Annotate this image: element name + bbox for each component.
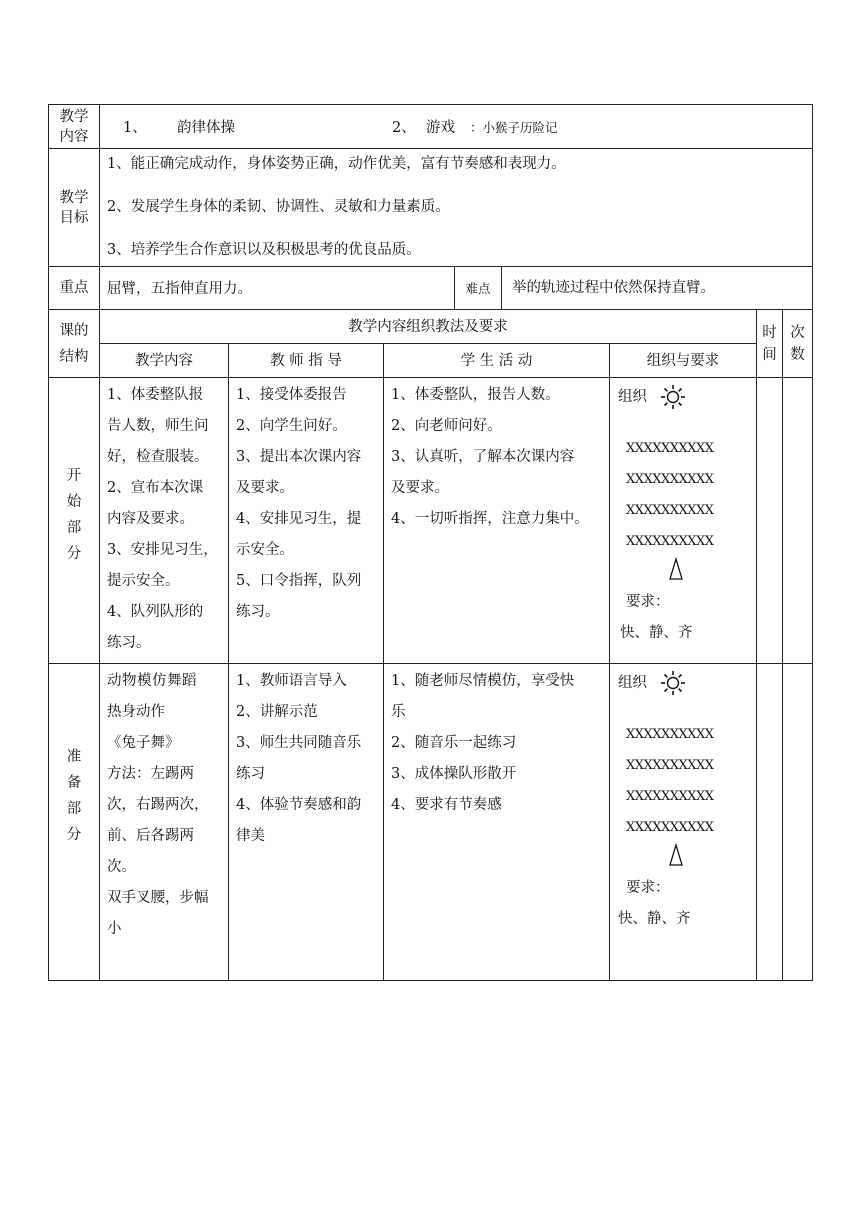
formation-row: XXXXXXXXXX [626, 789, 714, 804]
time-header-text: 时间 [762, 324, 777, 363]
start-student-line: 4、一切听指挥，注意力集中。 [391, 511, 589, 527]
prep-req-text: 快、静、齐 [618, 911, 691, 927]
topic-2-text: 游戏 [426, 119, 455, 136]
section-start-student [384, 378, 610, 664]
section-start-time [757, 378, 783, 664]
prep-teacher-line: 4、体验节奏感和韵 [236, 797, 362, 813]
prep-content-line: 次，右踢两次， [107, 797, 209, 813]
triangle-icon [668, 843, 684, 867]
section-prep-student [384, 664, 610, 981]
prep-student-line: 3、成体操队形散开 [391, 766, 517, 782]
col-teacher-header: 教 师 指 导 [229, 344, 384, 378]
prep-content-line: 热身动作 [107, 704, 165, 720]
section-start-label: 开 始 部 分 [49, 378, 100, 664]
start-content-line: 提示安全。 [107, 573, 180, 589]
header-row-1 [49, 310, 813, 344]
structure-label-text: 课的结构 [59, 322, 89, 365]
prep-content-line: 小 [107, 921, 122, 937]
section-prep-teacher [229, 664, 384, 981]
prep-content-line: 双手叉腰，步幅 [107, 890, 209, 906]
section-prep-label: 准 备 部 分 [49, 664, 100, 981]
section-start-org [610, 378, 757, 664]
start-teacher-line: 2、向学生问好。 [236, 418, 347, 434]
topic-2-subtitle: ：小猴子历险记 [470, 119, 558, 135]
start-content-line: 告人数，师生问 [107, 418, 209, 434]
start-student-line: 及要求。 [391, 480, 449, 496]
topic-1-number: 1、 [123, 119, 147, 136]
section-prep-row [49, 664, 813, 981]
content-row [49, 105, 813, 149]
difficulty-text: 举的轨迹过程中依然保持直臂。 [512, 279, 715, 296]
start-req-text: 快、静、齐 [620, 625, 693, 641]
difficulty-label: 难点 [455, 267, 502, 309]
formation-row: XXXXXXXXXX [626, 534, 714, 549]
section-start-count [783, 378, 813, 664]
key-text: 屈臂，五指伸直用力。 [100, 267, 455, 310]
prep-student-line: 4、要求有节奏感 [391, 797, 502, 813]
count-header [783, 310, 813, 378]
start-student-line: 1、体委整队，报告人数。 [391, 387, 560, 403]
goals-label-text: 教学目标 [59, 189, 89, 226]
lesson-plan-table [48, 104, 813, 981]
prep-org-label: 组织 [618, 675, 647, 691]
col-org-header: 组织与要求 [610, 344, 757, 378]
prep-req-label: 要求： [626, 880, 670, 896]
count-header-text: 次数 [790, 324, 805, 363]
prep-teacher-line: 1、教师语言导入 [236, 673, 347, 689]
key-label: 重点 [49, 267, 100, 310]
key-row [49, 267, 813, 310]
prep-teacher-line: 3、师生共同随音乐 [236, 735, 362, 751]
start-req-label: 要求： [626, 594, 670, 610]
formation-row: XXXXXXXXXX [626, 441, 714, 456]
prep-teacher-line: 律美 [236, 828, 265, 844]
content-topics [100, 105, 813, 149]
content-label [49, 105, 100, 149]
prep-student-line: 1、随老师尽情模仿，享受快 [391, 673, 575, 689]
time-header [757, 310, 783, 378]
start-teacher-line: 4、安排见习生，提 [236, 511, 362, 527]
start-teacher-line: 5、口令指挥，队列 [236, 573, 362, 589]
formation-row: XXXXXXXXXX [626, 503, 714, 518]
goals-list [100, 149, 813, 267]
header-row-2 [49, 344, 813, 378]
org-title: 教学内容组织教法及要求 [100, 310, 757, 344]
start-student-line: 3、认真听，了解本次课内容 [391, 449, 575, 465]
content-label-text: 教学内容 [59, 108, 89, 145]
start-teacher-line: 练习。 [236, 604, 280, 620]
section-prep-content [100, 664, 229, 981]
goals-row [49, 149, 813, 267]
difficulty-cell [455, 267, 813, 310]
start-teacher-line: 3、提出本次课内容 [236, 449, 362, 465]
goal-3: 3、培养学生合作意识以及积极思考的优良品质。 [107, 242, 421, 258]
formation-row: XXXXXXXXXX [626, 727, 714, 742]
prep-student-line: 乐 [391, 704, 406, 720]
goal-2: 2、发展学生身体的柔韧、协调性、灵敏和力量素质。 [107, 199, 450, 215]
section-start-content [100, 378, 229, 664]
start-content-line: 3、安排见习生， [107, 542, 218, 558]
section-prep-time [757, 664, 783, 981]
prep-content-line: 次。 [107, 859, 136, 875]
col-student-header: 学 生 活 动 [384, 344, 610, 378]
start-content-line: 2、宣布本次课 [107, 480, 204, 496]
structure-label [49, 310, 100, 378]
start-content-line: 好，检查服装。 [107, 449, 209, 465]
sun-icon [660, 384, 686, 410]
triangle-icon [668, 557, 684, 581]
sun-icon [660, 670, 686, 696]
start-content-line: 1、体委整队报 [107, 387, 204, 403]
start-teacher-line: 及要求。 [236, 480, 294, 496]
section-start-teacher [229, 378, 384, 664]
section-start-row [49, 378, 813, 664]
prep-content-line: 前、后各踢两 [107, 828, 194, 844]
prep-content-line: 《兔子舞》 [107, 735, 180, 751]
start-content-line: 练习。 [107, 635, 151, 651]
prep-teacher-line: 2、讲解示范 [236, 704, 318, 720]
prep-content-line: 动物模仿舞蹈 [107, 673, 197, 689]
prep-teacher-line: 练习 [236, 766, 265, 782]
prep-content-line: 方法：左踢两 [107, 766, 194, 782]
formation-row: XXXXXXXXXX [626, 820, 714, 835]
start-content-line: 4、队列队形的 [107, 604, 204, 620]
goal-1: 1、能正确完成动作，身体姿势正确，动作优美，富有节奏感和表现力。 [107, 156, 566, 172]
section-prep-count [783, 664, 813, 981]
start-student-line: 2、向老师问好。 [391, 418, 502, 434]
goals-label [49, 149, 100, 267]
formation-row: XXXXXXXXXX [626, 758, 714, 773]
start-teacher-line: 1、接受体委报告 [236, 387, 347, 403]
prep-student-line: 2、随音乐一起练习 [391, 735, 517, 751]
col-content-header: 教学内容 [100, 344, 229, 378]
topic-2-number: 2、 [392, 119, 416, 136]
section-prep-org [610, 664, 757, 981]
start-teacher-line: 示安全。 [236, 542, 294, 558]
formation-row: XXXXXXXXXX [626, 472, 714, 487]
topic-1-text: 韵律体操 [177, 119, 235, 136]
start-content-line: 内容及要求。 [107, 511, 194, 527]
start-org-label: 组织 [618, 389, 647, 405]
